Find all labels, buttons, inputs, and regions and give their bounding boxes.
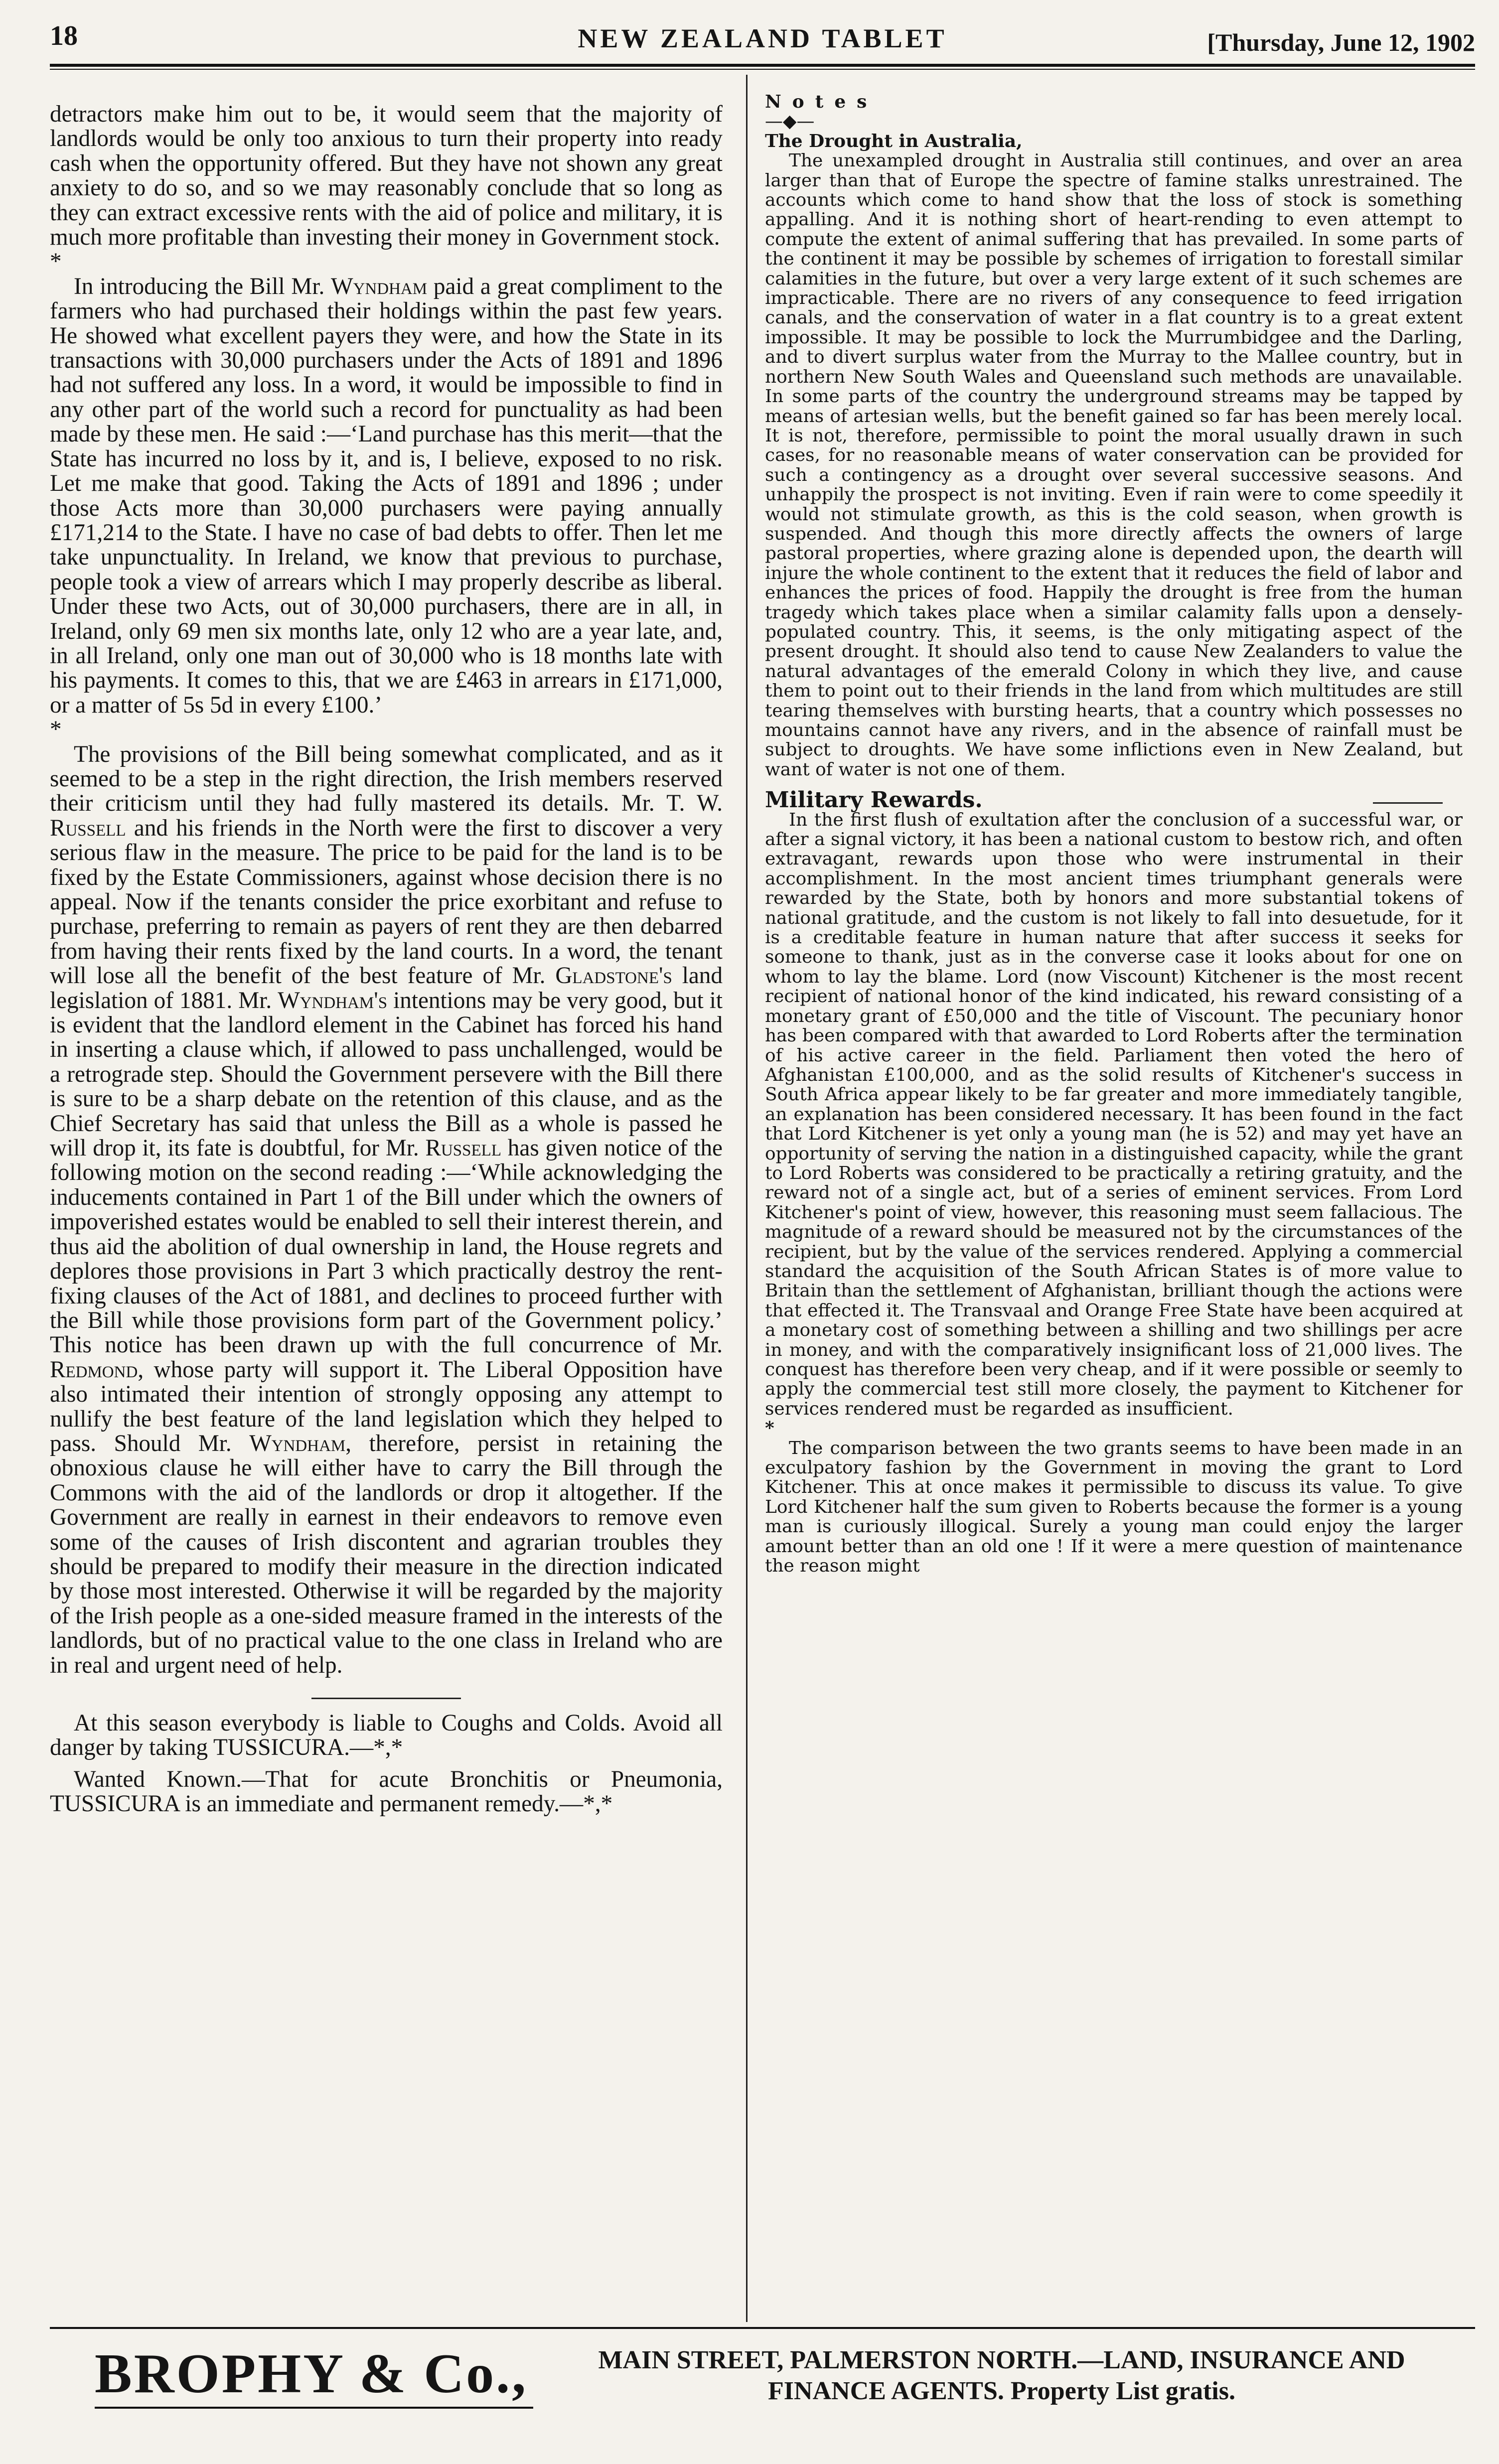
- brand-underline: [95, 2407, 533, 2409]
- name-russell: Russell: [425, 1135, 501, 1161]
- name-wyndham: Wyndham: [331, 273, 428, 299]
- name-redmond: Redmond: [50, 1356, 138, 1383]
- advert-separator: [311, 1698, 461, 1699]
- right-column: [765, 92, 1463, 1576]
- left-paragraph-1: detractors make him out to be, it would seem that the majority of landlords would be only too anxious to turn their property into ready cash when the opportunity offered. But they have not shown any great anxiety to do so, and so we may reasonably conclude that so long as they can extract excessive rents with the aid of police and military, it is much more profitable than investing their money in Government stock.: [50, 101, 723, 251]
- advert-tussicura-2: Wanted Known.—That for acute Bronchitis or Pneumonia, TUSSICURA is an immediate and permanent remedy.—*,*: [50, 1766, 723, 1817]
- heading-drought: The Drought in Australia,: [765, 130, 1023, 151]
- address-line-1: MAIN STREET, PALMERSTON NORTH.—LAND, INSURANCE AND: [598, 2346, 1405, 2374]
- address-line-2: FINANCE AGENTS. Property List gratis.: [768, 2377, 1235, 2405]
- name-gladstone: Gladstone's: [555, 963, 672, 989]
- drought-paragraph: The unexampled drought in Australia still continues, and over an area larger than that of Europe the spectre of famine stalks unrestrained. The accounts which come to hand show that the loss of stock is something appalling. And it is nothing short of heart-rending to even attempt to compute the extent of animal suffering that has prevailed. In some parts of the continent it may be possible by schemes of irrigation to forestall similar calamities in the future, but over a very large extent of it such schemes are impracticable. There are no rivers of any consequence to feed irrigation canals, and the conservation of water in a flat country is to a great extent impossible. It may be possible to lock the Murrumbidgee and the Darling, and to divert surplus water from the Murray to the Mallee country, but in northern New South Wales and Queensland such methods are unavailable. In some parts of the country the underground streams may be tapped by means of artesian wells, but the benefit gained so far has been merely local. It is not, therefore, permissible to point the moral usually drawn in such cases, for no reasonable means of water conservation can be provided for such a contingency as a drought over several successive seasons. And unhappily the prospect is not inviting. Even if rain were to come speedily it would not stimulate growth, as this is the cold season, when growth is suspended. And though this more directly affects the owners of large pastoral properties, where grazing alone is depended upon, the dearth will injure the whole continent to the extent that it reduces the field of labor and enhances the prices of food. Happily the drought is free from the human tragedy which takes place when a similar calamity falls upon a densely-populated country. This, it seems, is the only mitigating aspect of the present drought. It should also tend to cause New Zealanders to value the natural advantages of the emerald Colony in which they live, and cause them to point out to their friends in the land from which multitudes are still tearing themselves with bursting hearts, that a country which possesses no mountains cannot have any rivers, and in the absence of rainfall must be subject to droughts. We have some inflictions even in New Zealand, but want of water is not one of them.: [765, 150, 1463, 780]
- header-rule: [50, 64, 1475, 67]
- military-paragraph-1: In the first flush of exultation after the conclusion of a successful war, or after a signal victory, it has been a national custom to bestow rich, and often extravagant, rewards upon those who were instrumental in their accomplishment. In the most ancient times triumphant generals were rewarded by the State, both by honors and more substantial tokens of national gratitude, and the custom is not likely to fall into desuetude, for it is a creditable feature in human nature that after success it seeks for someone to thank, just as in the converse case it looks about for one on whom to lay the blame. Lord (now Viscount) Kitchener is the most recent recipient of national honor of the kind indicated, his reward consisting of a monetary grant of £50,000 and the title of Viscount. The pecuniary honor has been compared with that awarded to Lord Roberts after the termination of his active career in the field. Parliament then voted the hero of Afghanistan £100,000, and as the solid results of Kitchener's success in South Africa appear likely to be far greater and more immediately tangible, an explanation has been considered necessary. It has been found in the fact that Lord Kitchener is yet only a young man (he is 52) and may yet have an opportunity of serving the nation in a distinguished capacity, while the grant to Lord Roberts was considered to be practically a retiring gratuity, and the reward not of a single act, but of a series of eminent services. From Lord Kitchener's point of view, however, this reasoning must seem fallacious. The magnitude of a reward should be measured not by the circumstances of the recipient, but by the value of the services rendered. Applying a commercial standard the acquisition of the South African States is of more value to Britain than the settlement of Afghanistan, brilliant though the actions were that effected it. The Transvaal and Orange Free State have been acquired at a monetary cost of something between a shilling and two shillings per acre in money, and with the comparatively insignificant loss of 21,000 lives. The conquest has therefore been very cheap, and if it were possible or seemly to apply the commercial test still more closely, the payment to Kitchener for services rendered must be regarded as insufficient.: [765, 809, 1463, 1419]
- left-paragraph-2: In introducing the Bill Mr. Wyndham paid a great compliment to the farmers who had purchased their holdings within the past few years. He showed what excellent payers they were, and how the State in its transactions with 30,000 purchasers under the Acts of 1891 and 1896 had not suffered any loss. In a word, it would be impossible to find in any other part of the world such a record for punctuality as had been made by these men. He said :—‘Land purchase has this merit—that the State has incurred no loss by it, and is, I believe, exposed to no risk. Let me make that good. Taking the Acts of 1891 and 1896 ; under those Acts more than 30,000 purchasers were paying annually £171,214 to the State. I have no case of bad debts to offer. Then let me take unpunctuality. In Ireland, we know that previous to purchase, people took a view of arrears which I may properly describe as liberal. Under these two Acts, out of 30,000 purchasers, there are in all, in Ireland, only 69 men six months late, only 12 who are a year late, and, in all Ireland, only one man out of 30,000 who is 18 months late with his payments. It comes to this, that we are £463 in arrears in £171,000, or a matter of 5s 5d in every £100.’: [50, 273, 723, 718]
- heading-rule: [1373, 802, 1443, 804]
- heading-military-rewards: Military Rewards.: [765, 787, 983, 813]
- name-wyndham: Wyndham's: [278, 987, 388, 1014]
- header-rule-thin: [50, 69, 1475, 70]
- footer-advert: [50, 2342, 1475, 2442]
- issue-date: [Thursday, June 12, 1902: [1207, 28, 1475, 56]
- page-number: 18: [50, 20, 78, 51]
- footer-rule: [50, 2327, 1475, 2329]
- brophy-brand: BROPHY & Co.,: [95, 2343, 528, 2405]
- military-paragraph-2: The comparison between the two grants seems to have been made in an exculpatory fashion by the Government in moving the grant to Lord Kitchener. This at once makes it permissible to discuss its value. To give Lord Kitchener half the sum given to Roberts because the former is a young man is curiously illogical. Surely a young man could enjoy the larger amount better than an old one ! If it were a mere question of maintenance the reason might: [765, 1438, 1463, 1577]
- section-asterisk: *: [50, 717, 62, 743]
- column-divider: [746, 75, 748, 2322]
- section-asterisk: *: [765, 1418, 774, 1439]
- left-column: [50, 102, 723, 1817]
- masthead-title: NEW ZEALAND TABLET: [578, 23, 947, 53]
- ornament-divider: —◆—: [765, 111, 815, 132]
- page-header: [50, 20, 1475, 63]
- military-heading-wrap: [765, 787, 1463, 813]
- brophy-address: [528, 2345, 1475, 2407]
- name-russell: Russell: [50, 815, 126, 841]
- notes-title: Notes: [765, 91, 878, 112]
- name-wyndham: Wyndham: [249, 1430, 346, 1456]
- left-paragraph-3: The provisions of the Bill being somewhat complicated, and as it seemed to be a step in the right direction, the Irish members reserved their criticism until they had fully mastered its details. Mr. T. W. Russell and his friends in the North were the first to discover a very serious flaw in the measure. The price to be paid for the land is to be fixed by the Estate Commissioners, against whose decision there is no appeal. Now if the tenants consider the price exorbitant and refuse to purchase, preferring to remain as payers of rent they are then debarred from having their rents fixed by the land courts. In a word, the tenant will lose all the benefit of the best feature of Mr. Gladstone's land legislation of 1881. Mr. Wyndham's intentions may be very good, but it is evident that the landlord element in the Cabinet has forced his hand in inserting a clause which, if allowed to pass unchallenged, would be a retrograde step. Should the Government persevere with the Bill there is sure to be a sharp debate on the retention of this clause, and as the Chief Secretary has said that unless the Bill as a whole is passed he will drop it, its fate is doubtful, for Mr. Russell has given notice of the following motion on the second reading :—‘While acknowledging the inducements contained in Part 1 of the Bill under which the owners of impoverished estates would be enabled to sell their interest therein, and thus aid the abolition of dual ownership in land, the House regrets and deplores those provisions in Part 3 which practically destroy the rent-fixing clauses of the Act of 1881, and declines to proceed further with the Bill while those provisions form part of the Government policy.’ This notice has been drawn up with the full concurrence of Mr. Redmond, whose party will support it. The Liberal Opposition have also intimated their intention of strongly opposing any attempt to nullify the best feature of the land legislation which they helped to pass. Should Mr. Wyndham, therefore, persist in retaining the obnoxious clause he will either have to carry the Bill through the Commons with the aid of the landlords or drop it altogether. If the Government are really in earnest in their endeavors to remove even some of the causes of Irish discontent and agrarian troubles they should be prepared to modify their measure in the direction indicated by those most interested. Otherwise it will be regarded by the majority of the Irish people as a one-sided measure framed in the interests of the landlords, but of no practical value to the one class in Ireland who are in real and urgent need of help.: [50, 741, 723, 1678]
- advert-tussicura-1: At this season everybody is liable to Coughs and Colds. Avoid all danger by taking TUSSICURA.—*,*: [50, 1710, 723, 1761]
- section-asterisk: *: [50, 249, 62, 275]
